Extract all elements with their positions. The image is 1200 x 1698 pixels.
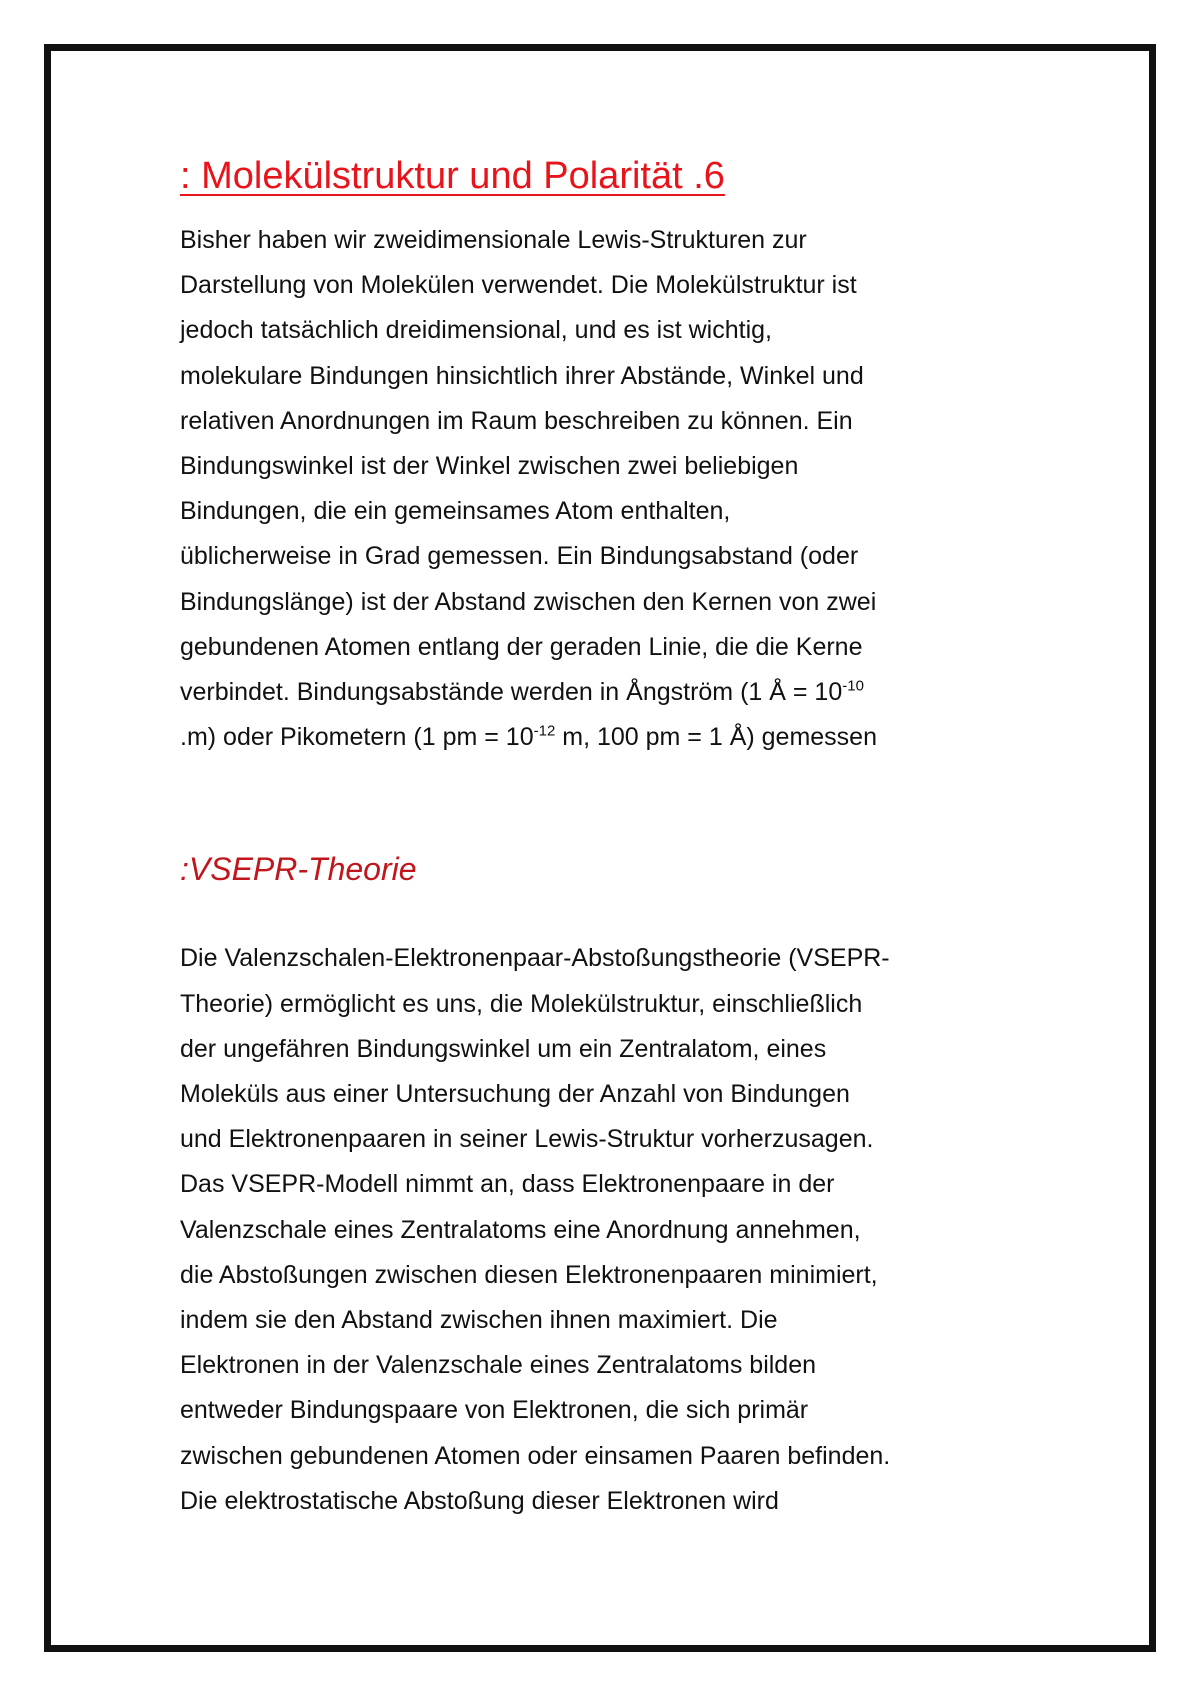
paragraph-line: Die elektrostatische Abstoßung dieser Elektronen wird xyxy=(180,1486,779,1515)
paragraph-line: Theorie) ermöglicht es uns, die Molekülstruktur, einschließlich xyxy=(180,989,863,1018)
paragraph-line: üblicherweise in Grad gemessen. Ein Bindungsabstand (oder xyxy=(180,542,859,571)
paragraph-line: Elektronen in der Valenzschale eines Zentralatoms bilden xyxy=(180,1351,817,1380)
picometer-text-start: .m) oder Pikometern (1 pm = 10 xyxy=(180,723,534,752)
paragraph-line: entweder Bindungspaare von Elektronen, die sich primär xyxy=(180,1396,809,1425)
vsepr-paragraph xyxy=(180,936,1060,1524)
paragraph-line: jedoch tatsächlich dreidimensional, und es ist wichtig, xyxy=(180,316,772,345)
paragraph-line: Das VSEPR-Modell nimmt an, dass Elektronenpaare in der xyxy=(180,1170,835,1199)
picometer-text-end: m, 100 pm = 1 Å) gemessen xyxy=(555,723,877,752)
document-body xyxy=(180,150,1060,1524)
paragraph-line: zwischen gebundenen Atomen oder einsamen Paaren befinden. xyxy=(180,1441,891,1470)
paragraph-line: molekulare Bindungen hinsichtlich ihrer Abstände, Winkel und xyxy=(180,361,864,390)
paragraph-line: indem sie den Abstand zwischen ihnen maximiert. Die xyxy=(180,1306,778,1335)
paragraph-line: Bindungen, die ein gemeinsames Atom enthalten, xyxy=(180,497,731,526)
paragraph-line: Valenzschale eines Zentralatoms eine Anordnung annehmen, xyxy=(180,1215,861,1244)
paragraph-line: Moleküls aus einer Untersuchung der Anzahl von Bindungen xyxy=(180,1080,850,1109)
paragraph-line-picometer xyxy=(180,715,1060,760)
paragraph-line-angstrom xyxy=(180,670,1060,715)
paragraph-line: gebundenen Atomen entlang der geraden Linie, die die Kerne xyxy=(180,632,863,661)
angstrom-exponent: -10 xyxy=(842,677,864,695)
picometer-exponent: -12 xyxy=(533,722,556,740)
paragraph-line: und Elektronenpaaren in seiner Lewis-Struktur vorherzusagen. xyxy=(180,1125,874,1154)
intro-paragraph xyxy=(180,218,1060,760)
paragraph-line: relativen Anordnungen im Raum beschreiben zu können. Ein xyxy=(180,406,853,435)
section-heading-vsepr: :VSEPR-Theorie xyxy=(180,851,417,888)
paragraph-line: die Abstoßungen zwischen diesen Elektronenpaaren minimiert, xyxy=(180,1260,878,1289)
angstrom-text: verbindet. Bindungsabstände werden in Ångström (1 Å = 10 xyxy=(180,678,843,707)
paragraph-line: Darstellung von Molekülen verwendet. Die Molekülstruktur ist xyxy=(180,271,857,300)
paragraph-line: Bisher haben wir zweidimensionale Lewis-Strukturen zur xyxy=(180,226,807,254)
paragraph-line: der ungefähren Bindungswinkel um ein Zentralatom, eines xyxy=(180,1034,827,1063)
paragraph-line: Die Valenzschalen-Elektronenpaar-Abstoßungstheorie (VSEPR- xyxy=(180,944,890,973)
page-title: : Molekülstruktur und Polarität .6 xyxy=(180,155,725,197)
paragraph-line: Bindungslänge) ist der Abstand zwischen den Kernen von zwei xyxy=(180,587,877,616)
paragraph-line: Bindungswinkel ist der Winkel zwischen zwei beliebigen xyxy=(180,452,799,481)
